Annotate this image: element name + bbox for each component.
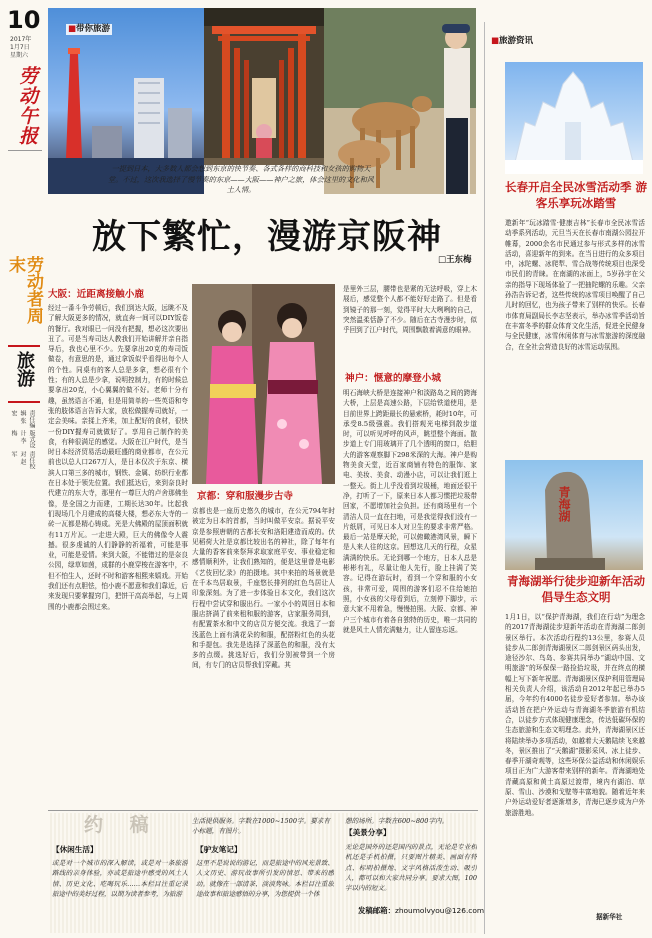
section-heading-kobe: 神户：惬意的摩登小城 (345, 373, 441, 384)
cfp-leisure-body: 或是对一个城市的深入解读，或是对一条旅游路线的亲身体验，亦或是旅途中感受的风土人情、历史文化、吃喝玩乐……本栏目注重记录旅途中的美好过程，以期为读者参考，为旅游 (52, 859, 188, 898)
cfp-scenery-body: 无论是国外的还是国内的景点，无论是专业相机还是手机拍摄，只要图片精美、画面有特点、标明拍摄地、文字风格活泼生动、吸引人，都可以和大家共同分享。要求大图，100字以内的短文。 (345, 843, 477, 893)
date-year: 2017年 (10, 36, 32, 43)
ice-castle-icon (505, 62, 643, 174)
editor-line: 责任编辑 张宏 (10, 410, 35, 428)
cfp-pre: 憩的场所。字数在600~800字内。 (345, 817, 449, 825)
cfp-email (358, 906, 484, 916)
cfp-scenery-tag: 【美景分享】 (345, 828, 391, 837)
masthead-divider (8, 150, 42, 151)
sidebar-tag-label: 旅游资讯 (499, 36, 534, 46)
page-number: 10 (7, 6, 41, 34)
cfp-notes-body: 这里不是说说的游记，而是旅途中的风光景致、人文历史、游玩故事所引发的情思、带来的感动。就像在一部清茶、淡淡隽咏。本栏目注重旅途故事和旅途感悟的分享，为您提供一个体 (196, 859, 334, 898)
section-tag-label: 旅游 (14, 351, 35, 387)
story1-body: 遨新年“玩冰踏雪·健康吉林”长春市全民冰雪活动季系列活动，元旦当天在长春市南湖公园拉开帷幕，2000余名市民通过参与形式多样的冰雪活动，喜迎新年的到来。在当日进行的众多项目中，冰陀螺、冰爬犁、雪合战等传统项目也深受市民们的青睐。在南湖的冰面上，5岁孙宇在父亲的指导下现场体验了一把抽陀螺的乐趣。父亲孙浩告诉记者，这些传统的冰雪项目唤醒了自己儿时的回忆，也为孩子带来了别样的快乐。长春市体育局副局长李志坚表示，举办冰雪季活动旨在丰富冬季的群众体育文化生活，促进全民健身与全民健康，冰雪休闲体育与冰雪旅游的深度融合，在全社会营造良好的冰雪运动氛围。 (505, 219, 645, 351)
story2-body: 1月1日，以“保护青海湖，我们在行动”为理念的2017青海湖徒步迎新年活动在青海湖二郎剑景区举行。本次活动行程约13公里，参赛人员徒步从二郎剑青海湖景区二郎剑景区码头出发，途径沙尔、鸟岛、参赛共同举办“湖动中国、文明旅游”的环保保一路捡拾垃圾，并在终点的横幅上写下新年祝愿。青海湖景区保护利用管理局相关负责人介绍，该活动自2012年起已举办5届，今年约有4000名徒步爱好者参加。举办该活动旨在把户外运动与青海湖冬季旅游有机结合，以徒步方式体现健康理念，传达低碳环保的生态旅游和生态文明理念。此外，青海湖景区还将陆续举办多项活动，如越着大天鹅陆续飞来越冬，景区推出了“天鹅湖”摄影采风、冰上徒步、春季开湖奇观等，这些环保公益活动和休闲娱乐项目正为广大游客带来别样的新年。青海湖地处青藏高原和黄土高原过渡带，境内有湖泊、草原、雪山、沙漠和戈壁等丰富地貌。随着近年来户外运动爱好者逐渐增多，青海已逐步成为户外旅游胜地。 (505, 613, 645, 817)
story2-source: 据新华社 (596, 913, 623, 921)
section-heading-osaka: 大阪：近距离接触小鹿 (48, 289, 144, 300)
story1-title: 长春开启全民冰雪活动季 游客乐享玩冰踏雪 (505, 180, 648, 210)
cfp-email-label: 发稿邮箱： (358, 906, 395, 915)
article-author: □王东梅 (438, 255, 472, 265)
paper-logo: 劳动午报 (16, 66, 38, 146)
cfp-title: 约 稿 (84, 814, 159, 836)
qinghai-stone-icon (505, 460, 643, 570)
section-title: 劳动者周末 (5, 256, 43, 324)
section-tag (8, 345, 40, 403)
date-day: 1月7日 (10, 44, 30, 51)
photo-torii-gates (204, 8, 324, 165)
editor-line: 版式设计 李梅 (10, 430, 35, 449)
article-title: 放下繁忙，漫游京阪神 (92, 217, 442, 257)
article-intro: 一提到日本，大多数人都会想到东京的快节奏、各式各样的商科技和女孩的购物天堂。不过，这次我选择了慢节奏的东京——大阪——神户之旅，体会这里的文化和风土人情。 (108, 164, 374, 195)
cfp-intro-tail: 生活提供服务。字数在1000~1500字。要求有小标题，有图片。 (192, 817, 330, 836)
tag-square-icon: ■ (68, 24, 77, 34)
section-body-kobe-cont: 明石海峡大桥是连接神户和淡路岛之间的跨海大桥，上层是高速公路，下层给铁道使用，是目前世界上跨距最长的悬索桥，耗时10年，可承受8.5级强震。我们搭观光电梯到散步道时，可以听见呼呼的风声，眺望整个海面。散步道上专门用玻璃开了几个透明的窗口，给胆大的游客观察脚下298米深的大海。神户是购物美食天堂，近百家商铺有特色的服饰、家电、美妆、美食、动漫小店，可以让我们逛上一整天。街上儿乎没看到垃圾桶，地面还很干净，打听了一下，原来日本人都习惯把垃圾带回家，不愿增加社会负担。还有商场里有一个清洁人员一直在扫地，可是我觉得我们没有一片纸屑，可见日本人对卫生的要求非常严格。最后一站是摩天轮，可以俯瞰港湾风景，瞬下是人来人往的这京。回想这几天的行程，众星满满的快乐。无论到哪一个地方，日本人总是彬彬有礼，尽量让他人先行，脸上挂满了笑容。记得在游玩时，看到一个穿和服的小女孩，非常可爱，周围的游客们忍不住给她拍照，小女孩的父母看到后，立刻停下脚步，示意大家不用着急，慢慢拍照。大阪、京都、神户三个城市有着各自独特的历史，唯一共同的就是风土人情充满魅力，让人留连忘返。 (343, 389, 477, 634)
photo-qinghai-stone (505, 460, 643, 570)
section-body-kobe: 是里外三层，腰带也是紧的无法呼吸，穿上木屐后，感觉整个人都不能好好走路了。但是看到镜子的那一刻，觉得平时大大咧咧的自己，突然温柔恬静了不少。随后在古寺漫步时，似乎回到了江户时代，周围飘散着满意的眼神。 (343, 285, 477, 335)
sidebar-column-tag (491, 36, 533, 47)
section-heading-kyoto: 京都：穿和服漫步古寺 (197, 491, 293, 502)
tag-square-icon: ■ (491, 36, 500, 46)
torii-gates-icon (204, 8, 324, 165)
photo-ice-castle (505, 62, 643, 174)
cfp-notes-tag: 【驴友笔记】 (196, 845, 242, 854)
editor-line: 责任校对 赵军 (10, 450, 35, 469)
section-body-kyoto: 京都也是一座历史悠久的城市，在公元794年时被定为日本的首都，当时叫做平安京。据说平安京是参照唐朝的古都长安和洛阳建造而成的。伏见稻荷大社是京都比较出名的神社，除了每年有大量的香客前来祭拜求取家庭平安、事业稳定和感情顺利外，让我们熟知的，便是这里曾是电影《艺伎回忆录》的拍摄地。其中来拍的场景就是在千本鸟居取景，千座悠长排列的红色鸟居让人印象深刻。为了进一步体验日本文化，我们这次行程中尝试穿和服出行。一家小小的周回日本和服店挤满了前来租和服的游客，店家服务周到，有配置茶水和中文的店员方便交流。我选了一套浅蓝色上面有满花朵的和服，配搭粉红色的头花和手提包。我先是选择了深蓝色的和服，没有太多的点缀。挑选好后，我们分别被带到一个房间，有专门的店员帮我们穿戴。其 (192, 507, 335, 670)
photo-kimono-girls (192, 284, 335, 484)
date-weekday: 星期六 (10, 52, 29, 59)
cfp-email-address[interactable]: zhoumolvyou@126.com (394, 906, 485, 915)
story2-title: 青海湖举行徒步迎新年活动 倡导生态文明 (507, 574, 645, 604)
column-tag-label: 带你旅游 (76, 24, 111, 34)
sidebar-divider (484, 22, 485, 934)
cfp-top-rule (48, 810, 478, 811)
stone-inscription: 青海湖 (557, 486, 571, 522)
section-body-osaka: 经过一番斗争劳顿后，我们到达大阪，远眺不及了解大阪更多的情况，就直奔一间可以DIY饭卷的餐厅。我对眼已一问没有把握，想必这次要出丑了。可是当寿司达人教我们开始讲解并亲自指导后，我也心里不少。先要拿出20克的寿司饭做卷，有意思的是，通过拿饭似乎看得出每个人的个性。同桌有的客人总是多拿，想必很有个性；有的人总是少拿，说明控制力，有的时候总要拿出20克，小心翼翼的做不好。老师十分有趣，虽然语言不通，但是用简单的一些英语和夸张的肢体语言告诉大家，放松做握寿司就好，一定会美味。亲揉上齐来，加上配好的食材，很快一份DIY握寿司就做好了。享用自己制作的美食，有种很满足的感觉。大阪在江户时代，是当时日本经济贸易活动最旺盛的商业都市，在公元前也以总人口267万人，是日本仅次于东京、横滨人口第三多的城市，钢铁、金属、纺织行业都在日本处于领先位置。我们抵达后，来到奈良时代建立的东大寺，那里有一尊巨大的卢舍那佛坐像，是全国之力而建，工期长达30年。比起我们现场几个月建成的高楼大楼，想必东大寺的一砖一瓦都是精心铸成。光是大佛殿的屋顶面积就有11万片瓦。一走进大殿，巨大的佛像令人震撼。很多虔诚的人们静静的祈福着，可能是事业，可能是爱情。来到大阪，不能错过的是奈良公园，绿草如茵，成群的小鹿穿梭在游客中，不但不怕生人，还时不时和游客相熙来嬉戏。开始我们还有点胆怯，怕小鹿不愿意和我们靠近，后来发现只要掌握窍门，把饼干高高举起，与上周围的小鹿都会围过来。 (48, 304, 188, 611)
editor-credits (9, 410, 36, 470)
cfp-leisure-tag: 【休闲生活】 (52, 845, 98, 854)
kimono-girls-icon (192, 284, 335, 484)
column-tag-travel (66, 24, 112, 35)
